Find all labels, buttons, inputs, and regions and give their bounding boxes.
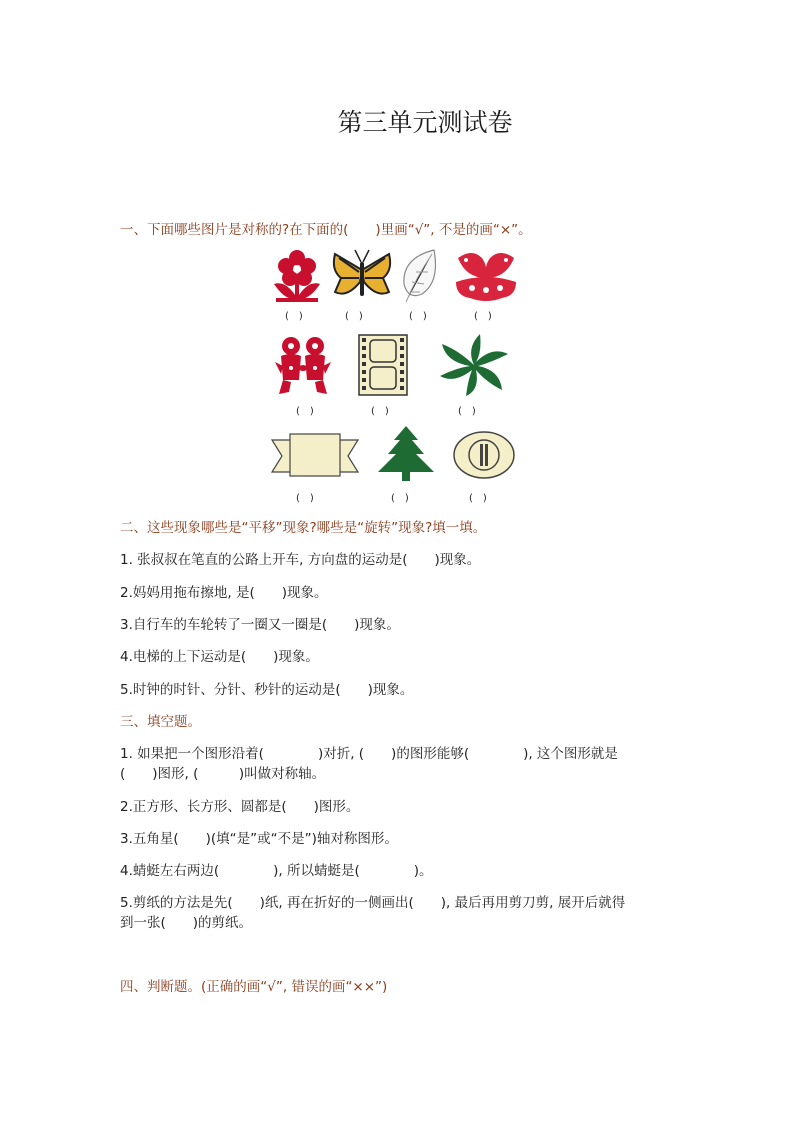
fish-paper-cut-icon xyxy=(452,248,520,304)
answer-paren-2[interactable]: ( ) xyxy=(345,311,363,322)
flower-paper-cut-icon xyxy=(270,248,324,304)
pinwheel-star-icon xyxy=(436,332,512,398)
section-4-heading: 四、判断题。(正确的画“√”, 错误的画“××”) xyxy=(120,979,388,995)
section-3-heading: 三、填空题。 xyxy=(120,714,201,730)
section-2-item-1: 1. 张叔叔在笔直的公路上开车, 方向盘的运动是( )现象。 xyxy=(120,552,481,568)
section-3-item-1-line-1: 1. 如果把一个图形沿着( )对折, ( )的图形能够( ), 这个图形就是 xyxy=(120,746,618,762)
twin-dolls-paper-cut-icon xyxy=(273,334,333,396)
leaf-icon xyxy=(398,248,442,304)
answer-paren-9[interactable]: ( ) xyxy=(391,493,409,504)
answer-paren-1[interactable]: ( ) xyxy=(285,311,303,322)
film-strip-icon xyxy=(358,334,408,396)
answer-paren-7[interactable]: ( ) xyxy=(458,406,476,417)
section-2-item-4: 4.电梯的上下运动是( )现象。 xyxy=(120,649,319,665)
butterfly-icon xyxy=(331,248,393,304)
section-3-item-2: 2.正方形、长方形、圆都是( )图形。 xyxy=(120,799,360,815)
answer-paren-8[interactable]: ( ) xyxy=(296,493,314,504)
answer-paren-10[interactable]: ( ) xyxy=(469,493,487,504)
ribbon-banner-icon xyxy=(270,432,360,478)
pine-tree-icon xyxy=(374,424,438,482)
section-2-heading: 二、这些现象哪些是“平移”现象?哪些是“旋转”现象?填一填。 xyxy=(120,520,487,536)
section-2-item-3: 3.自行车的车轮转了一圈又一圈是( )现象。 xyxy=(120,617,400,633)
section-3-item-5-line-2: 到一张( )的剪纸。 xyxy=(120,915,253,931)
section-3-item-4: 4.蜻蜓左右两边( ), 所以蜻蜓是( )。 xyxy=(120,863,433,879)
answer-paren-5[interactable]: ( ) xyxy=(296,406,314,417)
answer-paren-4[interactable]: ( ) xyxy=(474,311,492,322)
section-1-heading: 一、下面哪些图片是对称的?在下面的( )里画“√”, 不是的画“×”。 xyxy=(120,222,532,238)
answer-paren-3[interactable]: ( ) xyxy=(409,311,427,322)
section-3-item-5-line-1: 5.剪纸的方法是先( )纸, 再在折好的一侧画出( ), 最后再用剪刀剪, 展开后就得 xyxy=(120,895,626,911)
section-2-item-2: 2.妈妈用拖布擦地, 是( )现象。 xyxy=(120,585,328,601)
oval-badge-icon xyxy=(452,430,516,480)
section-3-item-1-line-2: ( )图形, ( )叫做对称轴。 xyxy=(120,766,326,782)
section-2-item-5: 5.时钟的时针、分针、秒针的运动是( )现象。 xyxy=(120,682,414,698)
page-title: 第三单元测试卷 xyxy=(337,108,513,137)
answer-paren-6[interactable]: ( ) xyxy=(371,406,389,417)
section-3-item-3: 3.五角星( )(填“是”或“不是”)轴对称图形。 xyxy=(120,831,398,847)
